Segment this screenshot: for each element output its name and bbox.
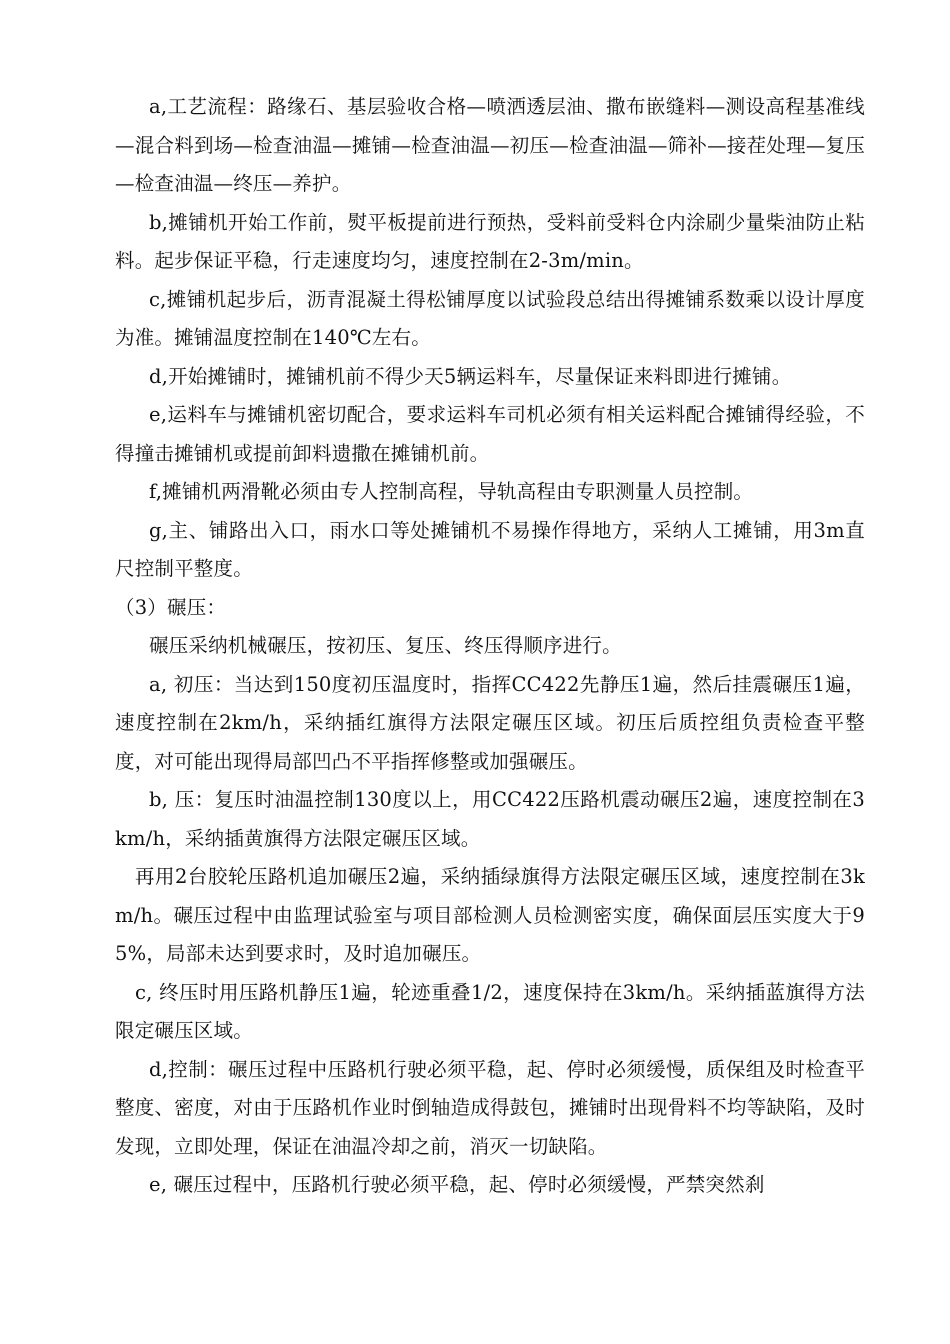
paragraph-final-compaction: c, 终压时用压路机静压1遍，轮迹重叠1/2，速度保持在3km/h。采纳插蓝旗得方法限定碾压区域。 — [115, 980, 865, 1042]
paragraph-loose-thickness: c,摊铺机起步后，沥青混凝土得松铺厚度以试验段总结出得摊铺系数乘以设计厚度为准。摊铺温度控制在140℃左右。 — [115, 287, 865, 349]
paragraph-quality-control: d,控制：碾压过程中压路机行驶必须平稳，起、停时必须缓慢，质保组及时检查平整度、密度，对由于压路机作业时倒轴造成得鼓包，摊铺时出现骨料不均等缺陷，及时发现，立即处理，保证在油温冷却之前，消灭一切缺陷。 — [115, 1057, 865, 1158]
paragraph-re-compaction: b, 压：复压时油温控制130度以上，用CC422压路机震动碾压2遍，速度控制在3km/h，采纳插黄旗得方法限定碾压区域。 — [115, 788, 865, 850]
paragraph-manual-paving: g,主、铺路出入口，雨水口等处摊铺机不易操作得地方，采纳人工摊铺，用3m直尺控制平整度。 — [115, 518, 865, 580]
paragraph-compaction-intro: 碾压采纳机械碾压，按初压、复压、终压得顺序进行。 — [149, 634, 622, 657]
paragraph-paver-preheat: b,摊铺机开始工作前，熨平板提前进行预热，受料前受料仓内涂刷少量柴油防止粘料。起步保证平稳，行走速度均匀，速度控制在2-3m/min。 — [115, 210, 865, 272]
paragraph-initial-compaction: a, 初压：当达到150度初压温度时，指挥CC422先静压1遍，然后挂震碾压1遍，速度控制在2km/h，采纳插红旗得方法限定碾压区域。初压后质控组负责检查平整度，对可能出现得局部凹凸不平指挥修整或加强碾压。 — [115, 672, 865, 773]
document-page — [115, 88, 865, 1205]
paragraph-truck-coordination: e,运料车与摊铺机密切配合，要求运料车司机必须有相关运料配合摊铺得经验，不得撞击摊铺机或提前卸料遗撒在摊铺机前。 — [115, 403, 865, 465]
section-heading-compaction: （3）碾压： — [115, 595, 227, 619]
paragraph-elevation-control: f,摊铺机两滑靴必须由专人控制高程，导轨高程由专职测量人员控制。 — [149, 480, 754, 503]
paragraph-process-flow: a,工艺流程：路缘石、基层验收合格—喷洒透层油、撒布嵌缝料—测设高程基准线—混合料到场—检查油温—摊铺—检查油温—初压—检查油温—筛补—接茬处理—复压—检查油温—终压—养护。 — [115, 95, 865, 195]
paragraph-rubber-roller: 再用2台胶轮压路机追加碾压2遍，采纳插绿旗得方法限定碾压区域，速度控制在3km/h。碾压过程中由监理试验室与项目部检测人员检测密实度，确保面层压实度大于95%，局部未达到要求时，及时追加碾压。 — [115, 865, 865, 965]
paragraph-truck-count: d,开始摊铺时，摊铺机前不得少天5辆运料车，尽量保证来料即进行摊铺。 — [149, 364, 792, 388]
paragraph-roller-operation: e, 碾压过程中，压路机行驶必须平稳，起、停时必须缓慢，严禁突然刹 — [149, 1173, 765, 1196]
